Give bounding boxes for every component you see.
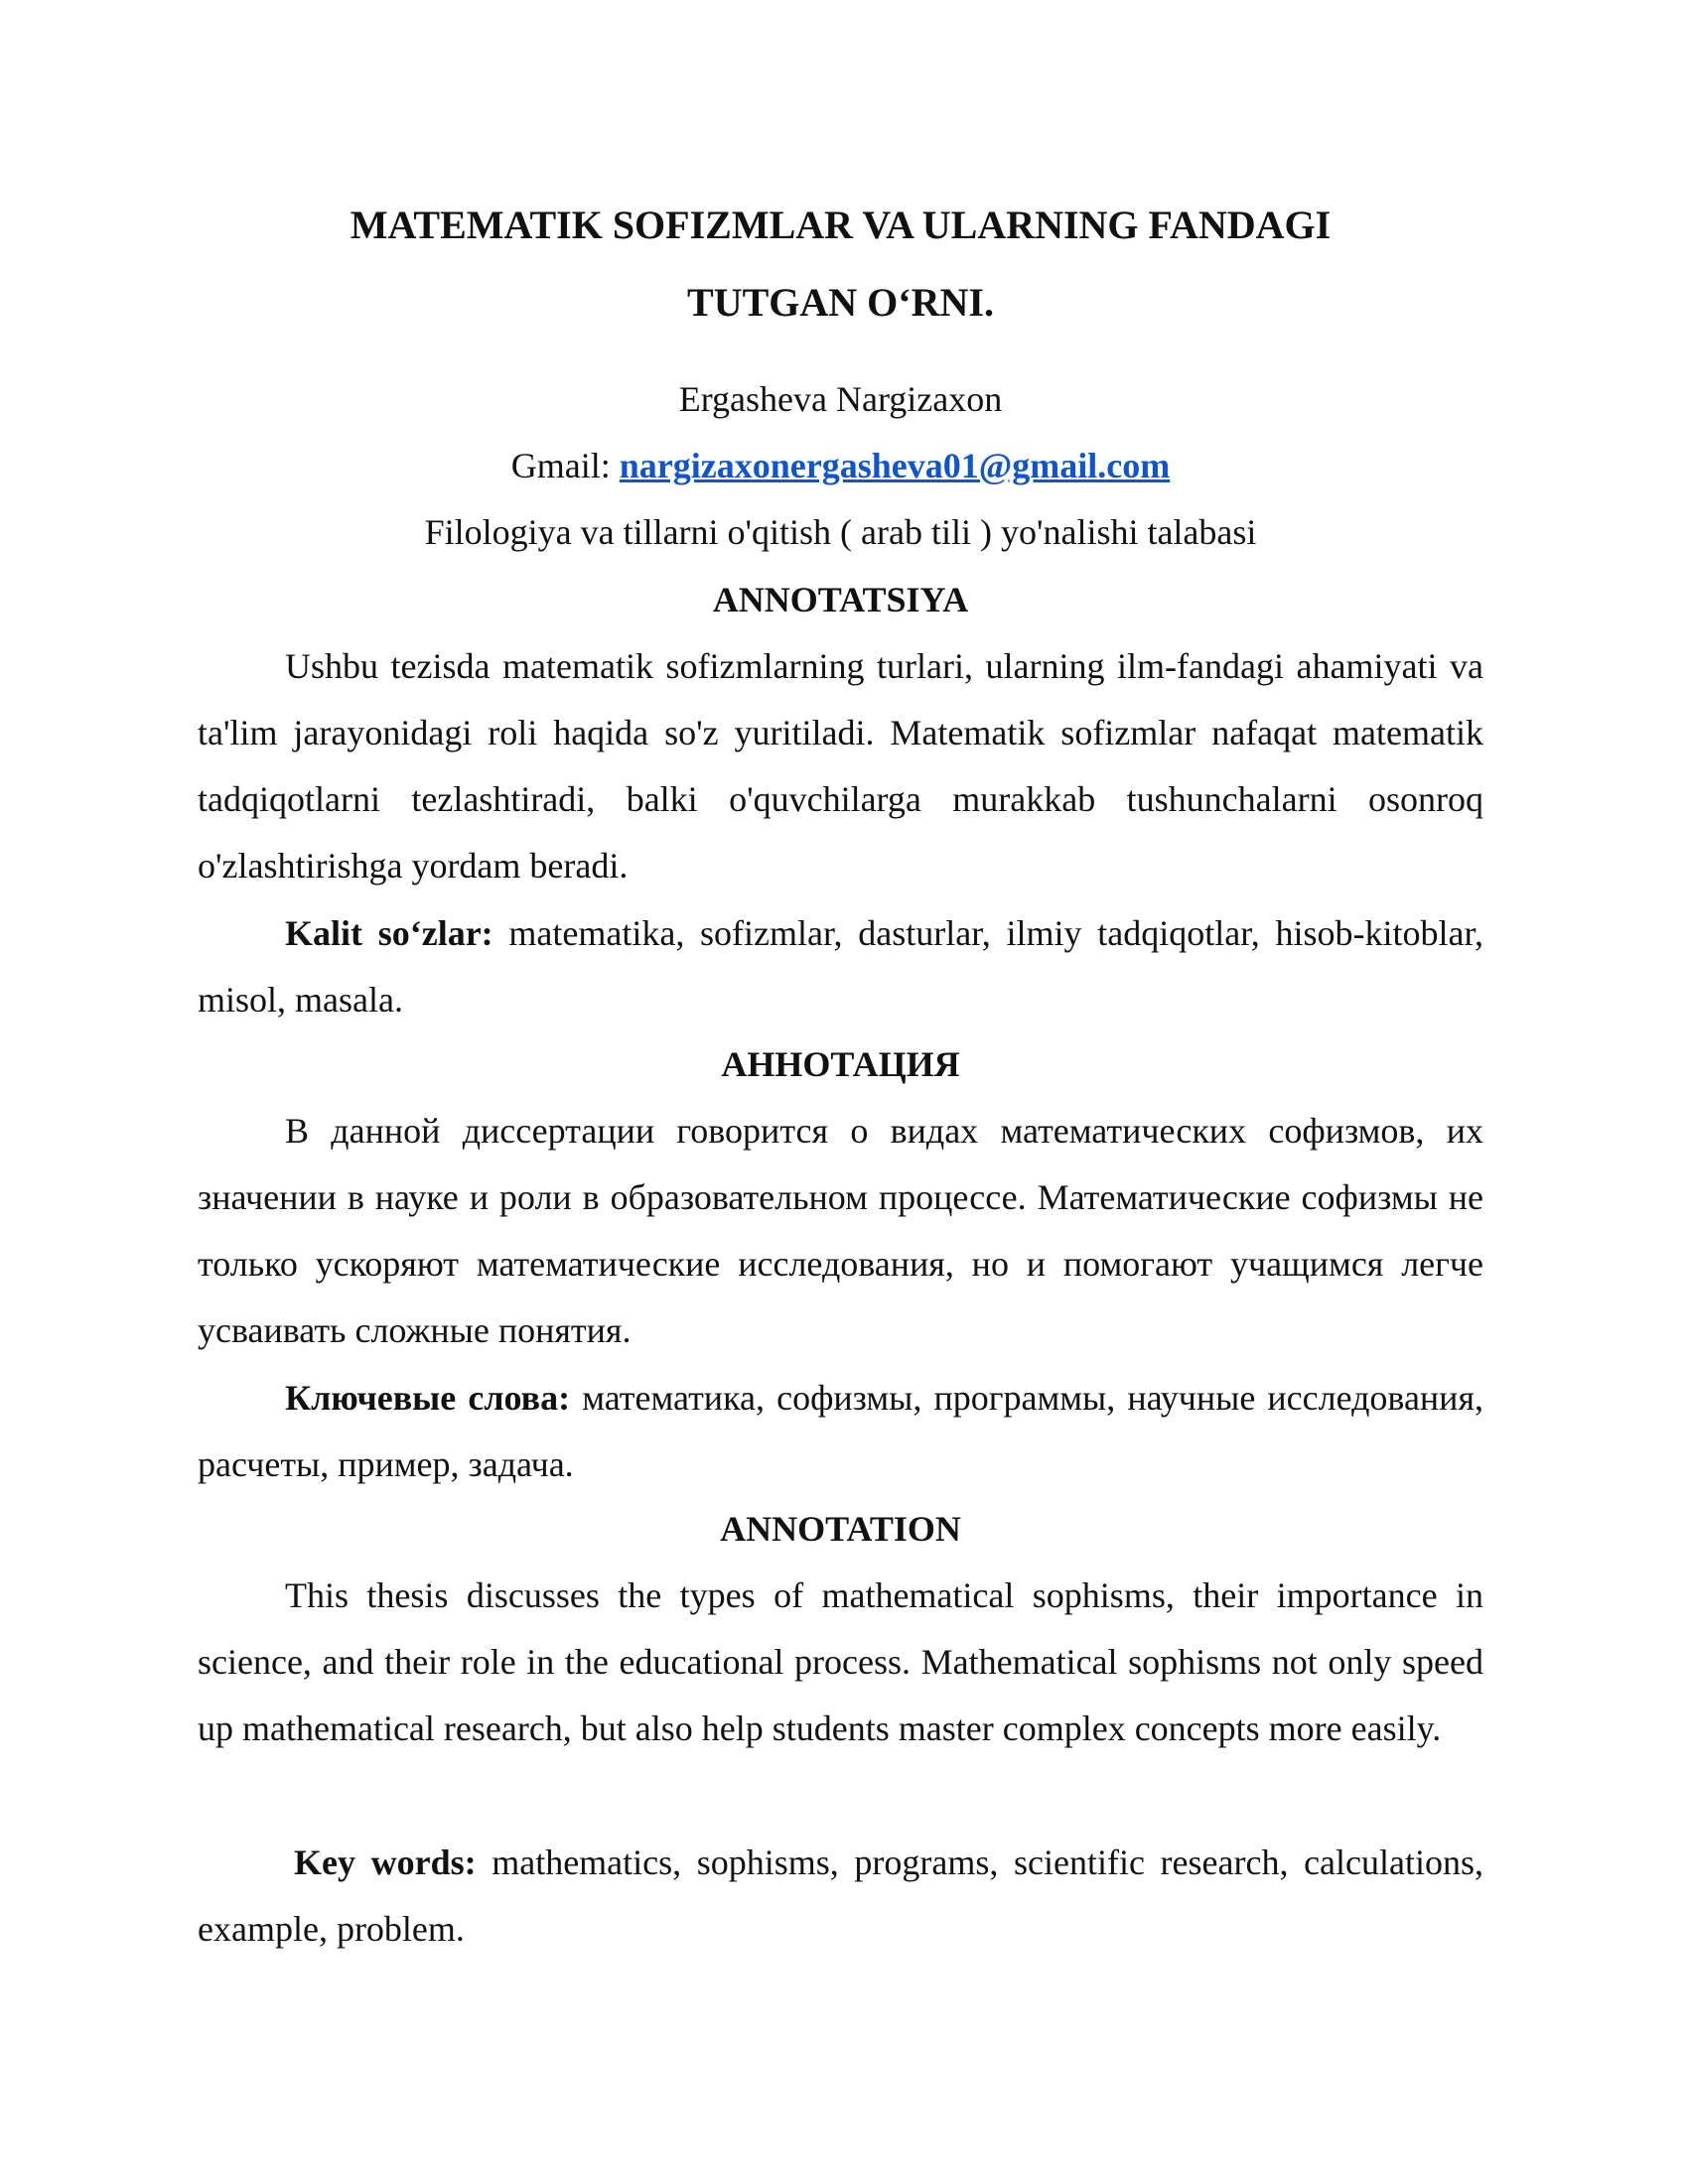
section-heading-uz: ANNOTATSIYA (712, 580, 969, 619)
keywords-label-en: Key words: (294, 1843, 477, 1882)
abstract-ru: В данной диссертации говорится о видах математических софизмов, их значении в науке и роли в образовательном процессе. Математические софизмы не только ускоряют математические исследования, но и помогают учащимся легче усваивать сложные понятия. (198, 1111, 1483, 1350)
keywords-uz (198, 900, 1483, 1033)
abstract-en: This thesis discusses the types of mathematical sophisms, their importance in science, and their role in the educational process. Mathematical sophisms not only speed up mathematical research, but also help students master complex concepts more easily. (198, 1575, 1483, 1748)
keywords-label-ru: Ключевые слова: (285, 1378, 571, 1418)
author-affiliation: Filologiya va tillarni o'qitish ( arab tili ) yo'nalishi talabasi (424, 512, 1257, 552)
paper-title (198, 187, 1483, 341)
keywords-text-ru: математика, софизмы, программы, научные исследования, расчеты, пример, задача. (198, 1378, 1484, 1484)
abstract-uz: Ushbu tezisda matematik sofizmlarning turlari, ularning ilm-fandagi ahamiyati va ta'lim jarayonidagi roli haqida so'z yuritiladi. Matematik sofizmlar nafaqat matematik tadqiqotlarni tezlashtiradi, balki o'quvchilarga murakkab tushunchalarni osonroq o'zlashtirishga yordam beradi. (198, 646, 1483, 886)
section-heading-en: ANNOTATION (720, 1509, 961, 1549)
keywords-label-uz: Kalit so‘zlar: (285, 913, 493, 953)
author-name: Ergasheva Nargizaxon (678, 379, 1003, 419)
section-heading-ru: АННОТАЦИЯ (721, 1044, 960, 1084)
title-line-1: MATEMATIK SOFIZMLAR VA ULARNING FANDAGI (350, 203, 1332, 247)
email-label: Gmail: (510, 446, 611, 485)
email-link[interactable]: nargizaxonergasheva01@gmail.com (619, 446, 1171, 485)
title-line-2: TUTGAN O‘RNI. (687, 280, 994, 325)
keywords-text-en: mathematics, sophisms, programs, scientific research, calculations, example, problem. (198, 1843, 1483, 1949)
keywords-text-uz: matematika, sofizmlar, dasturlar, ilmiy tadqiqotlar, hisob-kitoblar, misol, masala. (198, 913, 1483, 1020)
keywords-ru (198, 1365, 1483, 1498)
keywords-en (198, 1830, 1483, 1963)
author-email-line (198, 444, 1483, 487)
